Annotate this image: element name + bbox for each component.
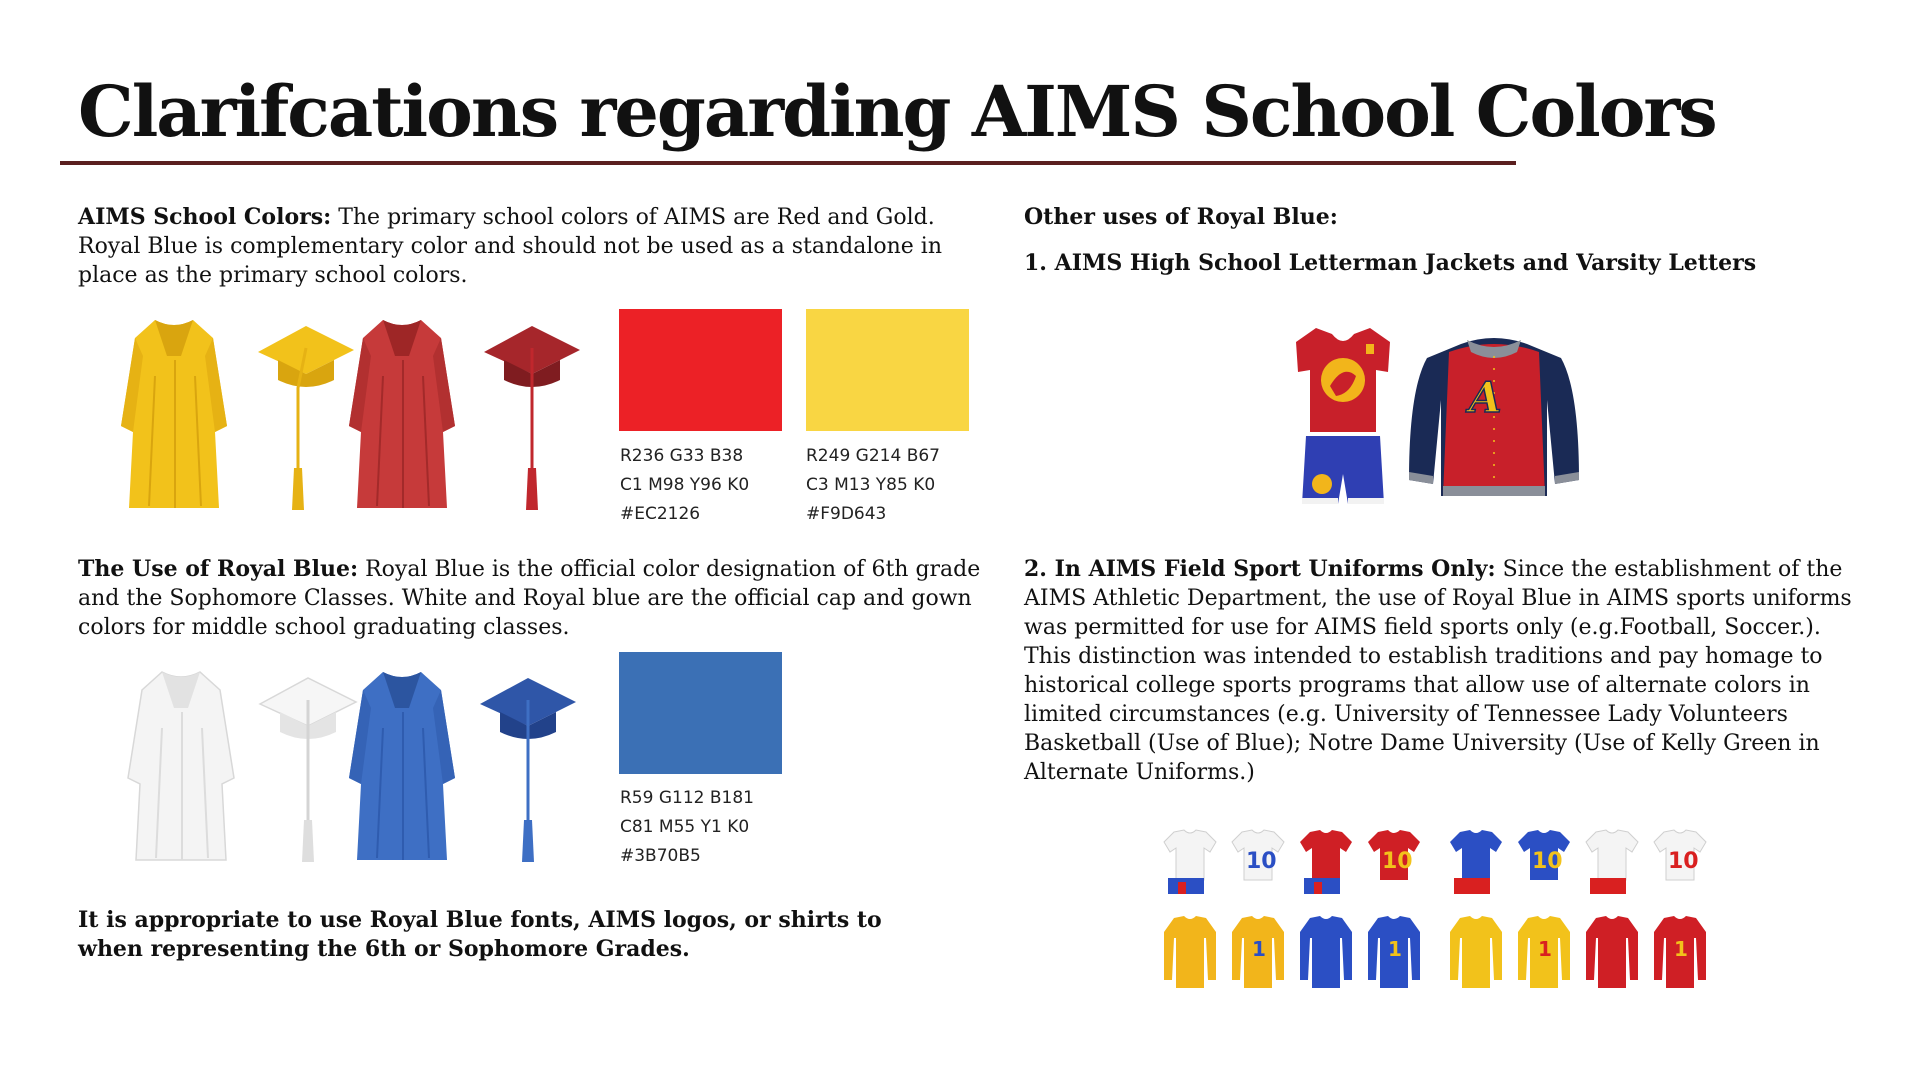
blue-rgb: R59 G112 B181	[620, 788, 754, 808]
white-gown-icon	[122, 668, 240, 864]
keeper-number-2: 1	[1388, 937, 1402, 961]
gold-hex: #F9D643	[806, 504, 887, 524]
kit-white-home	[1164, 830, 1216, 894]
blue-gown-icon	[343, 668, 461, 864]
item2-paragraph	[1024, 555, 1864, 787]
kit-white-back	[1232, 830, 1284, 880]
letterman-jacket-icon	[1405, 330, 1583, 502]
red-swatch-info	[620, 442, 749, 529]
school-colors-text: The primary school colors of AIMS are Red and Gold. Royal Blue is complementary color and should not be used as a standalone in place as the primary school colors.	[78, 205, 942, 288]
page-title: Clarifcations regarding AIMS School Colors	[78, 70, 1716, 153]
gold-cmyk: C3 M13 Y85 K0	[806, 475, 936, 495]
keeper-number-4: 1	[1674, 937, 1688, 961]
item1-text: 1. AIMS High School Letterman Jackets and Varsity Letters	[1024, 250, 1757, 276]
red-rgb: R236 G33 B38	[620, 446, 744, 466]
jersey-number-2: 10	[1382, 849, 1413, 874]
title-underline	[60, 161, 1516, 165]
red-hex: #EC2126	[620, 504, 701, 524]
keeper-red	[1586, 916, 1638, 988]
kit-red-back	[1368, 830, 1420, 880]
blue-cap-icon	[476, 670, 578, 864]
item2-heading: 2. In AIMS Field Sport Uniforms Only:	[1024, 556, 1496, 582]
kit-white-away-back	[1654, 830, 1706, 880]
red-gown-icon	[343, 316, 461, 512]
football-uniform-icon	[1292, 324, 1394, 514]
gold-rgb: R249 G214 B67	[806, 446, 940, 466]
kit-blue-back	[1518, 830, 1570, 880]
jersey-number-4: 10	[1668, 849, 1699, 874]
keeper-blue-1	[1300, 916, 1352, 988]
other-uses-heading	[1024, 203, 1338, 232]
closing-statement	[78, 906, 898, 964]
keeper-blue-1-back	[1368, 916, 1420, 988]
gold-swatch	[806, 309, 969, 431]
jersey-number-1: 10	[1246, 849, 1277, 874]
keeper-number-3: 1	[1538, 937, 1552, 961]
blue-swatch-info	[620, 784, 754, 871]
blue-hex: #3B70B5	[620, 846, 701, 866]
item1-heading	[1024, 249, 1756, 278]
other-uses-heading-text: Other uses of Royal Blue:	[1024, 204, 1338, 230]
red-swatch	[619, 309, 782, 431]
jacket-letter: A	[1469, 373, 1502, 422]
kit-blue-home	[1450, 830, 1502, 894]
kit-red-home	[1300, 830, 1352, 894]
gold-cap-icon	[254, 318, 356, 512]
royal-blue-text: Royal Blue is the official color designation of 6th grade and the Sophomore Classes. White and Royal blue are the official cap and gown colors for middle school graduating classes.	[78, 557, 981, 640]
kit-white-away	[1586, 830, 1638, 894]
red-cap-icon	[480, 318, 582, 512]
keeper-yellow-1-back	[1232, 916, 1284, 988]
blue-swatch	[619, 652, 782, 774]
keeper-yellow-2	[1450, 916, 1502, 988]
royal-blue-paragraph	[78, 555, 988, 642]
soccer-kit-icon	[1158, 824, 1718, 994]
keeper-yellow-2-back	[1518, 916, 1570, 988]
jersey-number-3: 10	[1532, 849, 1563, 874]
royal-blue-heading: The Use of Royal Blue:	[78, 556, 359, 582]
keeper-yellow-1	[1164, 916, 1216, 988]
blue-cmyk: C81 M55 Y1 K0	[620, 817, 750, 837]
gold-swatch-info	[806, 442, 940, 529]
gold-gown-icon	[115, 316, 233, 512]
keeper-number-1: 1	[1252, 937, 1266, 961]
school-colors-paragraph	[78, 203, 978, 290]
red-cmyk: C1 M98 Y96 K0	[620, 475, 750, 495]
keeper-red-back	[1654, 916, 1706, 988]
school-colors-heading: AIMS School Colors:	[78, 204, 332, 230]
closing-text: It is appropriate to use Royal Blue fonts, AIMS logos, or shirts to when representing the 6th or Sophomore Grades.	[78, 907, 882, 962]
item2-text: Since the establishment of the AIMS Athletic Department, the use of Royal Blue in AIMS sports uniforms was permitted for use for AIMS field sports only (e.g.Football, Soccer.). This distinction was intended to establish traditions and pay homage to historical college sports programs that allow use of alternate colors in limited circumstances (e.g. University of Tennessee Lady Volunteers Basketball (Use of Blue); Notre Dame University (Use of Kelly Green in Alternate Uniforms.)	[1024, 557, 1852, 785]
